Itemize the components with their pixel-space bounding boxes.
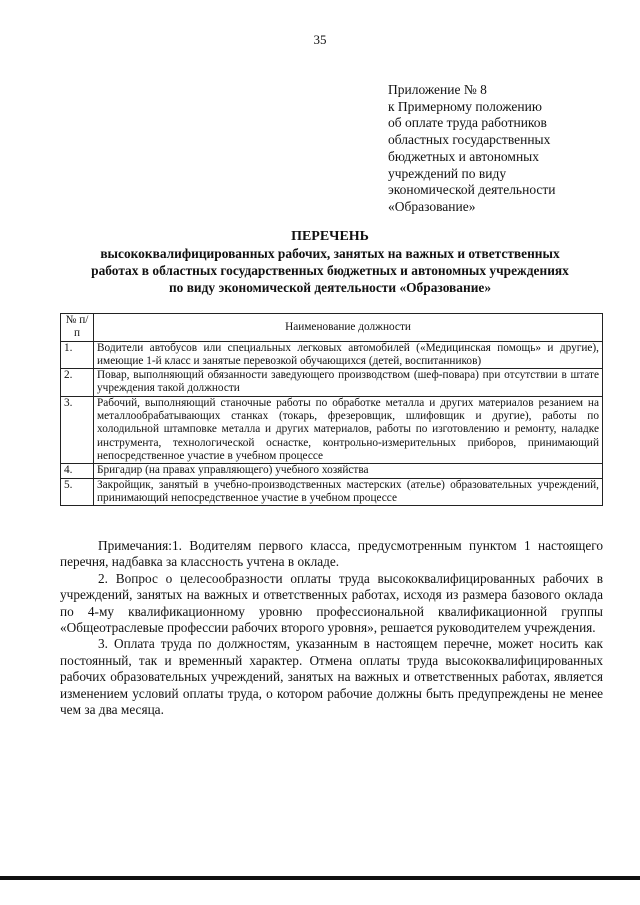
subtitle-line: по виду экономической деятельности «Образование» (168, 280, 492, 295)
subtitle-line: высококвалифицированных рабочих, занятых на важных и ответственных (100, 246, 560, 261)
appendix-line: к Примерному положению (388, 98, 542, 114)
bottom-rule (0, 876, 640, 880)
row-name: Бригадир (на правах управляющего) учебного хозяйства (94, 464, 603, 478)
row-name: Водители автобусов или специальных легковых автомобилей («Медицинская помощь» и другие), имеющие 1-й класс и занятые перевозкой обучающихся (детей, воспитанников) (94, 341, 603, 369)
row-num: 1. (61, 341, 94, 369)
table-row (61, 369, 603, 397)
appendix-line: об оплате труда работников (388, 115, 547, 131)
note-paragraph: Примечания:1. Водителям первого класса, предусмотренным пунктом 1 настоящего перечня, надбавка за классность учтена в окладе. (60, 538, 603, 570)
note-paragraph: 3. Оплата труда по должностям, указанным в настоящем перечне, может носить как постоянный, так и временный характер. Отмена оплаты труда высококвалифицированных рабочих образовательных учреждений, занятых на важных и ответственных работах, является изменением условий оплаты труда, о котором рабочие должны быть предупреждены не менее чем за два месяца. (60, 636, 603, 718)
table-row (61, 396, 603, 463)
notes-section (60, 538, 603, 718)
appendix-line: «Образование» (388, 198, 476, 214)
row-num: 4. (61, 464, 94, 478)
appendix-line: экономической деятельности (388, 182, 556, 198)
note-paragraph: 2. Вопрос о целесообразности оплаты труда высококвалифицированных рабочих в учреждений, занятых на важных и ответственных работах, исходя из размера базового оклада по 4-му квалификационному уровню профессиональной квалификационной группы «Общеотраслевые профессии рабочих второго уровня», решается руководителем учреждения. (60, 570, 603, 636)
appendix-line: бюджетных и автономных (388, 148, 540, 164)
table-row (61, 341, 603, 369)
header-num: № п/п (61, 314, 94, 342)
table-header-row (61, 314, 603, 342)
appendix-line: Приложение № 8 (388, 82, 487, 97)
row-name: Закройщик, занятый в учебно-производственных мастерских (ателье) образовательных учреждений, принимающий непосредственное участие в учебном процессе (94, 478, 603, 506)
table-row (61, 464, 603, 478)
appendix-line: областных государственных (388, 132, 551, 148)
table-row (61, 478, 603, 506)
appendix-line: учреждений по виду (388, 165, 507, 181)
row-name: Рабочий, выполняющий станочные работы по обработке металла и других материалов резанием на металлообрабатывающих станках (токарь, фрезеровщик, шлифовщик и другие), работы по холодильной штамповке металла и других материалов, работы по изготовлению и ремонту, наладке инструмента, технологической оснастке, контрольно-измерительных приборов, принимающий непосредственное участие в учебном процессе (94, 396, 603, 463)
document-title: ПЕРЕЧЕНЬ (291, 229, 369, 244)
positions-table (60, 313, 603, 506)
row-num: 2. (61, 369, 94, 397)
page-number: 35 (313, 32, 327, 47)
document-subtitle (40, 245, 620, 296)
row-name: Повар, выполняющий обязанности заведующего производством (шеф-повара) при отсутствии в штате учреждения такой должности (94, 369, 603, 397)
row-num: 3. (61, 396, 94, 463)
subtitle-line: работах в областных государственных бюджетных и автономных учреждениях (91, 263, 569, 278)
appendix-block (388, 82, 628, 216)
row-num: 5. (61, 478, 94, 506)
header-name: Наименование должности (94, 314, 603, 342)
